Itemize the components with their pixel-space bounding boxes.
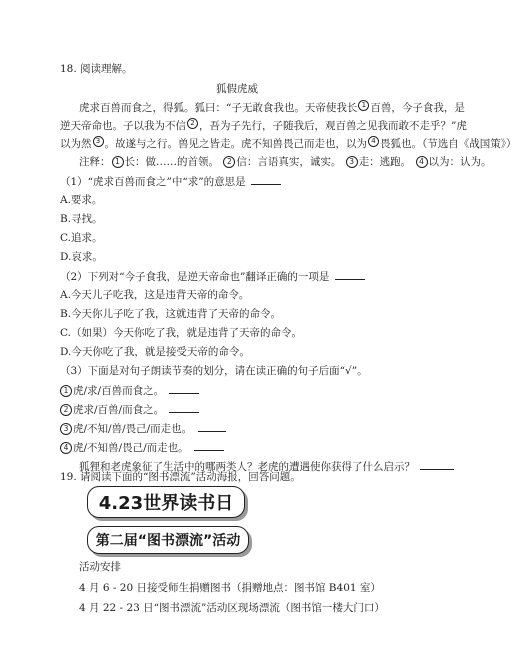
answer-blank[interactable]	[169, 383, 199, 394]
footnote-4: 以为：认为。	[428, 156, 492, 168]
schedule-item-2: 4 月 22 - 23 日“图书漂流”活动区现场漂流（图书馆一楼大门口）	[79, 602, 385, 614]
item-number-circle: 2	[60, 404, 72, 416]
option-c[interactable]: C.（如果）今天你吃了我，就是违背了天帝的命令。	[60, 327, 302, 339]
poster-banner-title: 4.23世界读书日	[87, 486, 245, 518]
passage-line-1	[79, 100, 465, 115]
option-d[interactable]: D.今天你吃了我，就是接受天帝的命令。	[60, 346, 250, 358]
option-d[interactable]: D.哀求。	[60, 251, 103, 263]
passage-text: 逆天帝命也。子以我为不信	[60, 120, 186, 132]
poster-banner-subtitle: 第二届“图书漂流”活动	[87, 526, 249, 554]
footnote-1: 长：做……的首领。	[124, 156, 219, 168]
answer-blank[interactable]	[194, 440, 224, 451]
rhythm-text: 虎/不知/兽/畏己/而走也。	[73, 423, 193, 435]
sub-question-1	[60, 174, 281, 189]
rhythm-item-2	[60, 402, 199, 417]
sub-question-stem: （2）下列对“今子食我，是逆天帝命也”翻译正确的一项是	[60, 271, 330, 283]
footnote-marker-3: 3	[93, 136, 104, 147]
passage-text: 虎求百兽而食之，得狐。狐曰：“子无敢食我也。天帝使我长	[79, 102, 358, 114]
answer-blank[interactable]	[198, 421, 226, 432]
passage-line-3	[60, 136, 517, 151]
option-b[interactable]: B.寻找。	[60, 213, 103, 225]
rhythm-text: 虎求/百兽/而食之。	[73, 404, 165, 416]
question-number: 19.	[60, 471, 77, 483]
option-b[interactable]: B.今天你儿子吃了我，这就违背了天帝的命令。	[60, 308, 282, 320]
option-a[interactable]: A.要求。	[60, 194, 103, 206]
option-c[interactable]: C.追求。	[60, 232, 103, 244]
passage-text: 百兽，今子食我，是	[370, 102, 465, 114]
footnote-circle-3: 3	[346, 156, 358, 168]
question-19-header	[60, 470, 301, 484]
sub-question-3: （3）下面是对句子朗读节奏的划分，请在读正确的句子后面“√”。	[60, 365, 368, 377]
item-number-circle: 3	[60, 423, 72, 435]
rhythm-item-3	[60, 421, 226, 436]
option-a[interactable]: A.今天儿子吃我，这是违背天帝的命令。	[60, 289, 250, 301]
question-number: 18.	[60, 63, 77, 75]
footnotes-lead: 注释：	[79, 156, 111, 168]
passage-text: 。故遂与之行。兽见之皆走。虎不知兽畏己而走也，以为	[104, 138, 367, 150]
answer-blank[interactable]	[169, 402, 199, 413]
question-instruction: 请阅读下面的“图书漂流”活动海报，回答问题。	[80, 471, 301, 483]
footnote-marker-4: 4	[368, 136, 379, 147]
passage-title: 狐假虎威	[216, 83, 258, 95]
passage-text: 以为然	[60, 138, 92, 150]
footnotes	[79, 155, 492, 169]
passage-line-2	[60, 118, 467, 133]
answer-blank[interactable]	[251, 174, 281, 185]
sub-question-stem: 狐狸和老虎象征了生活中的哪两类人？老虎的遭遇使你获得了什么启示？	[79, 461, 415, 473]
answer-blank[interactable]	[420, 459, 454, 470]
sub-question-2	[60, 269, 365, 284]
question-instruction: 阅读理解。	[80, 63, 133, 75]
rhythm-item-4	[60, 440, 224, 455]
answer-blank[interactable]	[335, 269, 365, 280]
rhythm-item-1	[60, 383, 199, 398]
footnote-2: 信：言语真实，诚实。	[236, 156, 342, 168]
passage-text: ，吾为子先行，子随我后，观百兽之见我而敢不走乎？”虎	[199, 120, 467, 132]
footnote-circle-1: 1	[112, 156, 124, 168]
item-number-circle: 1	[60, 385, 72, 397]
schedule-item-1: 4 月 6 - 20 日接受师生捐赠图书（捐赠地点：图书馆 B401 室）	[79, 582, 381, 594]
footnote-marker-2: 2	[187, 118, 198, 129]
question-18-header	[60, 62, 133, 76]
footnote-marker-1: 1	[358, 100, 369, 111]
footnote-circle-4: 4	[416, 156, 428, 168]
footnote-3: 走：逃跑。	[358, 156, 412, 168]
item-number-circle: 4	[60, 442, 72, 454]
schedule-heading: 活动安排	[79, 561, 121, 573]
rhythm-text: 虎/求/百兽而食之。	[73, 385, 165, 397]
footnote-circle-2: 2	[223, 156, 235, 168]
sub-question-stem: （1）“虎求百兽而食之”中“求”的意思是	[60, 176, 246, 188]
rhythm-text: 虎/不知兽/畏己/而走也。	[73, 442, 189, 454]
passage-text: 畏狐也。（节选自《战国策》）	[380, 138, 517, 150]
